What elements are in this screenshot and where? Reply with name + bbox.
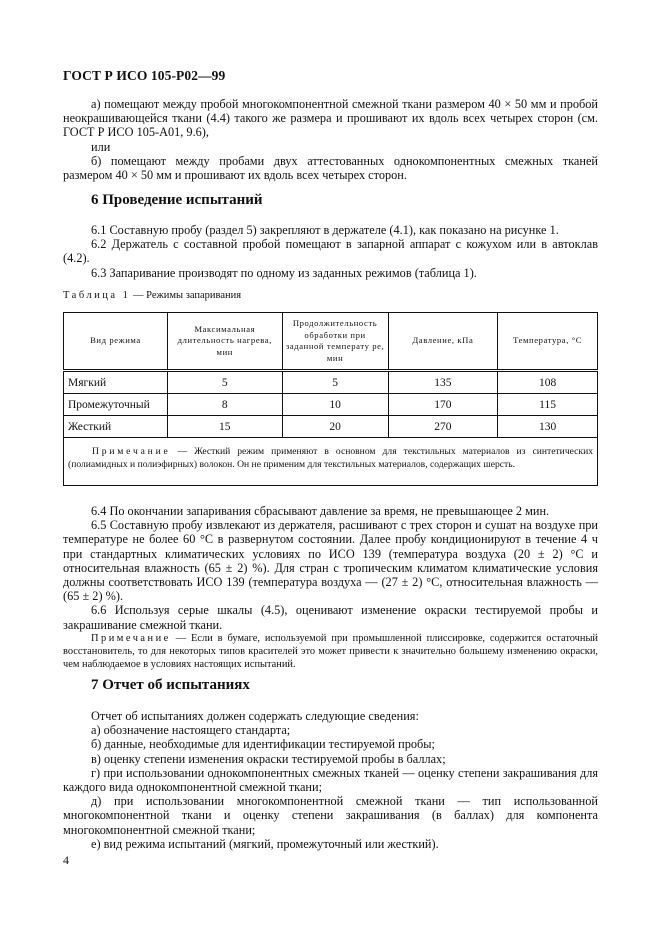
report-item: е) вид режима испытаний (мягкий, промежуточный или жесткий). (91, 836, 439, 851)
cell-duration: 20 (282, 416, 388, 438)
cell-max-heating: 15 (167, 416, 282, 438)
paragraph-6-4: 6.4 По окончании запаривания сбрасывают давление за время, не превышающее 2 мин. (91, 504, 550, 518)
section-7-intro: Отчет об испытаниях должен содержать следующие сведения: (91, 709, 419, 723)
table-caption-text: — Режимы запаривания (130, 290, 242, 301)
cell-duration: 10 (282, 394, 388, 416)
header-mode: Вид режима (64, 313, 168, 371)
table-row (64, 416, 598, 438)
table-row (64, 371, 598, 394)
cell-max-heating: 8 (167, 394, 282, 416)
report-item: б) данные, необходимые для идентификации тестируемой пробы; (91, 737, 435, 752)
table-row (64, 394, 598, 416)
cell-pressure: 270 (388, 416, 498, 438)
cell-pressure: 170 (388, 394, 498, 416)
report-item: а) обозначение настоящего стандарта; (91, 723, 291, 738)
paragraph-6-2: 6.2 Держатель с составной пробой помещают в запарной аппарат с кожухом или в автоклав (4.2). (63, 237, 598, 266)
section-6-paragraphs-top (63, 223, 598, 280)
header-pressure: Давление, кПа (388, 313, 498, 371)
table-caption-lead: Таблица 1 (63, 290, 131, 301)
header-max-heating: Максимальная длительность нагрева, мин (167, 313, 282, 371)
cell-mode: Жесткий (64, 416, 168, 438)
table-note (64, 438, 598, 486)
table-note-text: — Жесткий режим применяют в основном для текстильных материалов из синтетических (полиамидных и полиэфирных) волокон. Он не применим для текстильных материалов, содержащих шерсть. (68, 446, 593, 470)
paragraph-6-3: 6.3 Запаривание производят по одному из заданных режимов (таблица 1). (91, 265, 477, 280)
header-temperature: Температура, °С (498, 313, 598, 371)
cell-mode: Промежуточный (64, 394, 168, 416)
table-note-lead: Примечание (92, 446, 171, 457)
cell-temperature: 108 (498, 371, 598, 394)
paragraph-6-5: 6.5 Составную пробу извлекают из держателя, расшивают с трех сторон и сушат на воздухе при температуре не более 60 °С в развернутом состоянии. Далее пробу кондиционируют в течение 4 ч при стандартных климатических условиях по ИСО 139 (температура воздуха (20 ± 2) °С и относительная влажность (65 ± 2) %). Для стран с тропическим климатом климатические условия должны соответствовать ИСО 139 (температура воздуха — (27 ± 2) °С, относительная влажность — (65 ± 2) %). (63, 518, 598, 604)
document-code-header: ГОСТ Р ИСО 105-Р02—99 (63, 68, 226, 83)
paragraph-6-1: 6.1 Составную пробу (раздел 5) закрепляют в держателе (4.1), как показано на рисунке 1. (91, 223, 559, 237)
section-6-heading: 6 Проведение испытаний (91, 192, 263, 208)
report-item: г) при использовании однокомпонентных смежных тканей — оценку степени закрашивания для каждого вида однокомпонентной смежной ткани; (63, 765, 598, 795)
cell-max-heating: 5 (167, 371, 282, 394)
paragraph-6-6: 6.6 Используя серые шкалы (4.5), оценивают изменение окраски тестируемой пробы и закрашивание смежной ткани. (63, 603, 598, 632)
steaming-modes-table (63, 312, 598, 486)
report-item: в) оценку степени изменения окраски тестируемой пробы в баллах; (91, 751, 446, 766)
table-note-row (64, 438, 598, 486)
table-caption (63, 290, 241, 301)
table-header-row (64, 313, 598, 371)
section-6-note-text: — Если в бумаге, используемой при промышленной плиссировке, содержится остаточный восстановитель, то для некоторых типов красителей это может привести к значительно большему изменению окраски, чем наблюдаемое в условиях настоящих испытаний. (63, 632, 598, 671)
section-6-paragraphs-bottom (63, 504, 598, 671)
intro-or: или (91, 139, 111, 154)
report-item: д) при использовании многокомпонентной смежной ткани — тип использованной многокомпонентной ткани и оценку степени закрашивания (в баллах) для компонента многокомпонентной смежной ткани; (63, 794, 598, 837)
section-6-note-lead: Примечание (91, 632, 171, 644)
section-7-heading: 7 Отчет об испытаниях (91, 677, 250, 693)
section-7-list (63, 709, 598, 851)
intro-block (63, 97, 598, 182)
page-number: 4 (63, 853, 69, 867)
cell-duration: 5 (282, 371, 388, 394)
intro-item-b: б) помещают между пробами двух аттестованных однокомпонентных смежных тканей размером 40 × 50 мм и прошивают их вдоль всех четырех сторон. (63, 153, 598, 183)
cell-temperature: 115 (498, 394, 598, 416)
cell-temperature: 130 (498, 416, 598, 438)
cell-mode: Мягкий (64, 371, 168, 394)
intro-item-a: а) помещают между пробой многокомпонентной смежной ткани размером 40 × 50 мм и пробой неокрашивающейся ткани (4.4) такого же размера и прошивают их вдоль всех четырех сторон (см. ГОСТ Р ИСО 105-А01, 9.6), (63, 97, 598, 140)
section-6-note (63, 632, 598, 672)
header-duration: Продолжительность обработки при заданной температу ре, мин (282, 313, 388, 371)
cell-pressure: 135 (388, 371, 498, 394)
